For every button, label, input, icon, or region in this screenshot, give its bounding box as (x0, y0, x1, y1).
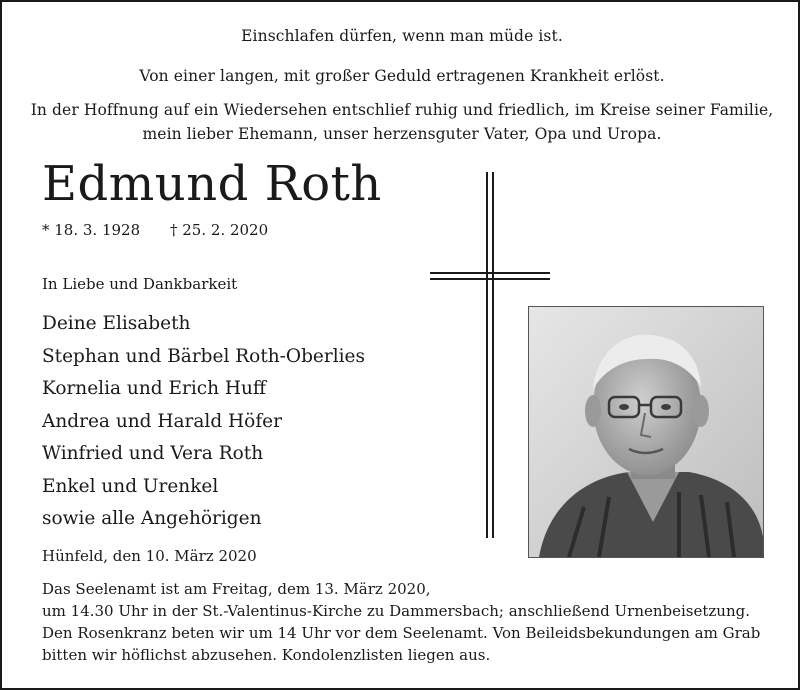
service-line: um 14.30 Uhr in der St.-Valentinus-Kirche zu Dammersbach; anschließend Urnenbeisetzung. (42, 602, 750, 620)
mourners-list (42, 308, 365, 536)
portrait-photo (528, 306, 764, 558)
mourner-name: Winfried und Vera Roth (42, 443, 264, 464)
announcement-line: mein lieber Ehemann, unser herzensguter Vater, Opa und Uropa. (142, 125, 662, 143)
mourning-intro: In Liebe und Dankbarkeit (42, 275, 238, 293)
service-details (42, 578, 782, 666)
cross-vertical-beam (486, 172, 494, 538)
cross-center (488, 274, 492, 278)
intro-text: Von einer langen, mit großer Geduld ertragenen Krankheit erlöst. (139, 67, 665, 85)
mourner-name: Kornelia und Erich Huff (42, 378, 267, 399)
place-date: Hünfeld, den 10. März 2020 (42, 547, 257, 565)
service-line: bitten wir höflichst abzusehen. Kondolenzlisten liegen aus. (42, 646, 491, 664)
service-line: Den Rosenkranz beten wir um 14 Uhr vor dem Seelenamt. Von Beileidsbekundungen am Grab (42, 624, 761, 642)
death-date: † 25. 2. 2020 (170, 221, 269, 239)
family-announcement (2, 98, 800, 146)
motto: Einschlafen dürfen, wenn man müde ist. (241, 27, 563, 45)
announcement-line: In der Hoffnung auf ein Wiedersehen entschlief ruhig und friedlich, im Kreise seiner Familie, (30, 101, 774, 119)
mourner-name: Stephan und Bärbel Roth-Oberlies (42, 345, 365, 367)
mourner-name: sowie alle Angehörigen (42, 508, 262, 529)
mourner-name: Andrea und Harald Höfer (42, 410, 282, 432)
mourner-name: Deine Elisabeth (42, 313, 191, 334)
deceased-name: Edmund Roth (42, 156, 382, 212)
birth-date: * 18. 3. 1928 (42, 221, 141, 239)
portrait-image (529, 307, 763, 557)
mourner-name: Enkel und Urenkel (42, 475, 219, 497)
service-line: Das Seelenamt ist am Freitag, dem 13. März 2020, (42, 580, 431, 598)
